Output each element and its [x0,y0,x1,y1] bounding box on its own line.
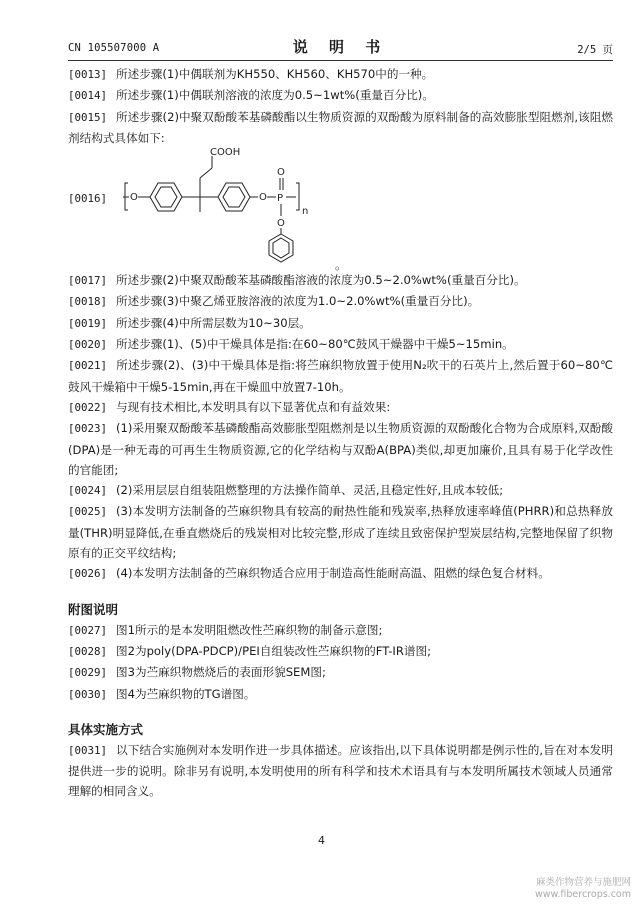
publication-number: CN 105507000 A [68,42,160,54]
paragraph-number: [0014] [68,89,108,103]
paragraph-number: [0027] [68,623,108,637]
paragraph-text: (2)采用层层自组装阻燃整理的方法操作简单、灵活,且稳定性好,且成本较低; [116,483,504,498]
paragraph-text: 图3为苎麻织物燃烧后的表面形貌SEM图; [116,665,326,680]
page-header [68,36,613,58]
paragraph-text: (1)采用聚双酚酸苯基磷酸酯高效膨胀型阻燃剂是以生物质资源的双酚酸化合物为合成原料,双酚酸(DPA)是一种无毒的可再生生物质资源,它的化学结构与双酚A(BPA)类似,却更加廉价,且具有易于化学改性的官能团; [68,421,613,477]
site-watermark [535,877,631,901]
page-number: 4 [318,834,325,847]
paragraph-0030 [68,684,613,705]
oxygen-bottom: O [277,218,285,230]
repeat-unit-n: n [302,206,309,218]
paragraph-text: 以下结合实施例对本发明作进一步具体描述。应该指出,以下具体说明都是例示性的,旨在对本发明提供进一步的说明。除非另有说明,本发明使用的所有科学和技术术语具有与本发明所属技术领域人员通常理解的相同含义。 [68,742,613,799]
paragraph-text: (3)本发明方法制备的苎麻织物具有较高的耐热性能和残炭率,热释放速率峰值(PHRR)和总热释放量(THR)明显降低,在垂直燃烧后的残炭相对比较完整,形成了连续且致密保护型炭层结构,完整地保留了织物原有的正交平纹结构; [68,504,613,561]
paragraph-0031 [68,740,613,802]
paragraph-text: 图2为poly(DPA-PDCP)/PEI自组装改性苎麻织物的FT-IR谱图; [116,643,432,658]
paragraph-text: 所述步骤(2)中聚双酚酸苯基磷酸酯溶液的浓度为0.5~2.0%wt%(重量百分比)。 [116,273,526,288]
paragraph-number: [0028] [68,644,108,658]
paragraph-0018 [68,291,613,312]
paragraph-0026 [68,563,613,584]
paragraph-number: [0020] [68,338,108,352]
document-body [68,64,613,802]
paragraph-0027 [68,620,613,641]
paragraph-text: 所述步骤(1)、(5)中干燥具体是指:在60~80℃鼓风干燥器中干燥5~15min。 [116,337,514,352]
oxygen-top: O [277,167,285,179]
paragraph-number: [0017] [68,274,108,288]
chemical-structure-block [68,148,613,273]
paragraph-number: [0022] [68,400,108,414]
paragraph-number: [0015] [68,110,108,124]
right-bracket [296,183,299,210]
paragraph-text: 图4为苎麻织物的TG谱图。 [116,686,256,701]
paragraph-text: 图1所示的是本发明阻燃改性苎麻织物的制备示意图; [116,622,383,637]
paragraph-number: [0013] [68,68,108,81]
paragraph-0024 [68,480,613,501]
watermark-url: www.fibercrops.com [534,889,631,900]
paragraph-0017 [68,270,613,291]
paragraph-number: [0026] [68,567,108,581]
watermark-site-name: 麻类作物营养与施肥网 [535,877,631,888]
paragraph-0025 [68,501,613,563]
header-rule [68,60,613,61]
paragraph-number: [0023] [68,422,108,436]
paragraph-number: [0018] [68,295,108,309]
section-heading-figures: 附图说明 [68,601,119,617]
paragraph-number: [0019] [68,316,108,330]
paragraph-text: 所述步骤(1)中偶联剂为KH550、KH560、KH570中的一种。 [116,67,434,81]
paragraph-text: 与现有技术相比,本发明具有以下显著优点和有益效果: [116,399,391,414]
paragraph-text: 所述步骤(1)中偶联剂溶液的浓度为0.5~1wt%(重量百分比)。 [116,88,434,103]
paragraph-text: 所述步骤(4)中所需层数为10~30层。 [116,315,311,330]
paragraph-0013 [68,64,613,85]
paragraph-0014 [68,85,613,106]
carboxyl-label: COOH [210,148,241,159]
paragraph-number: [0016] [68,192,108,206]
section-heading-embodiments: 具体实施方式 [68,721,144,737]
paragraph-0020 [68,334,613,355]
paragraph-number: [0025] [68,505,108,519]
paragraph-0015 [68,107,613,149]
oxygen-left: O [130,192,138,204]
paragraph-number: [0024] [68,484,108,498]
paragraph-number: [0030] [68,687,108,701]
paragraph-text: 所述步骤(3)中聚乙烯亚胺溶液的浓度为1.0~2.0%wt%(重量百分比)。 [116,294,480,309]
phosphorus-label: P [277,193,284,205]
paragraph-0023 [68,418,613,480]
paragraph-text: 所述步骤(2)中聚双酚酸苯基磷酸酯以生物质资源的双酚酸为原料制备的高效膨胀型阻燃剂,该阻燃剂结构式具体如下: [68,109,613,145]
oxygen-right: O [259,192,267,204]
paragraph-0021 [68,355,613,397]
paragraph-0019 [68,313,613,334]
paragraph-text: 所述步骤(2)、(3)中干燥具体是指:将苎麻织物放置于使用N₂吹干的石英片上,然后置于60~80℃鼓风干燥箱中干燥5-15min,再在干燥皿中放置7-10h。 [68,358,613,394]
paragraph-number: [0031] [68,743,108,757]
paragraph-number: [0029] [68,666,108,680]
paragraph-0028 [68,641,613,662]
paragraph-0022 [68,397,613,418]
paragraph-text: (4)本发明方法制备的苎麻织物适合应用于制造高性能耐高温、阻燃的绿色复合材料。 [116,566,550,581]
paragraph-number: [0021] [68,359,108,373]
paragraph-0029 [68,662,613,683]
page-indicator: 2/5 页 [577,44,613,56]
document-title: 说 明 书 [292,38,389,56]
flame-retardant-structure-diagram [120,148,350,270]
structure-period: 。 [335,258,348,273]
